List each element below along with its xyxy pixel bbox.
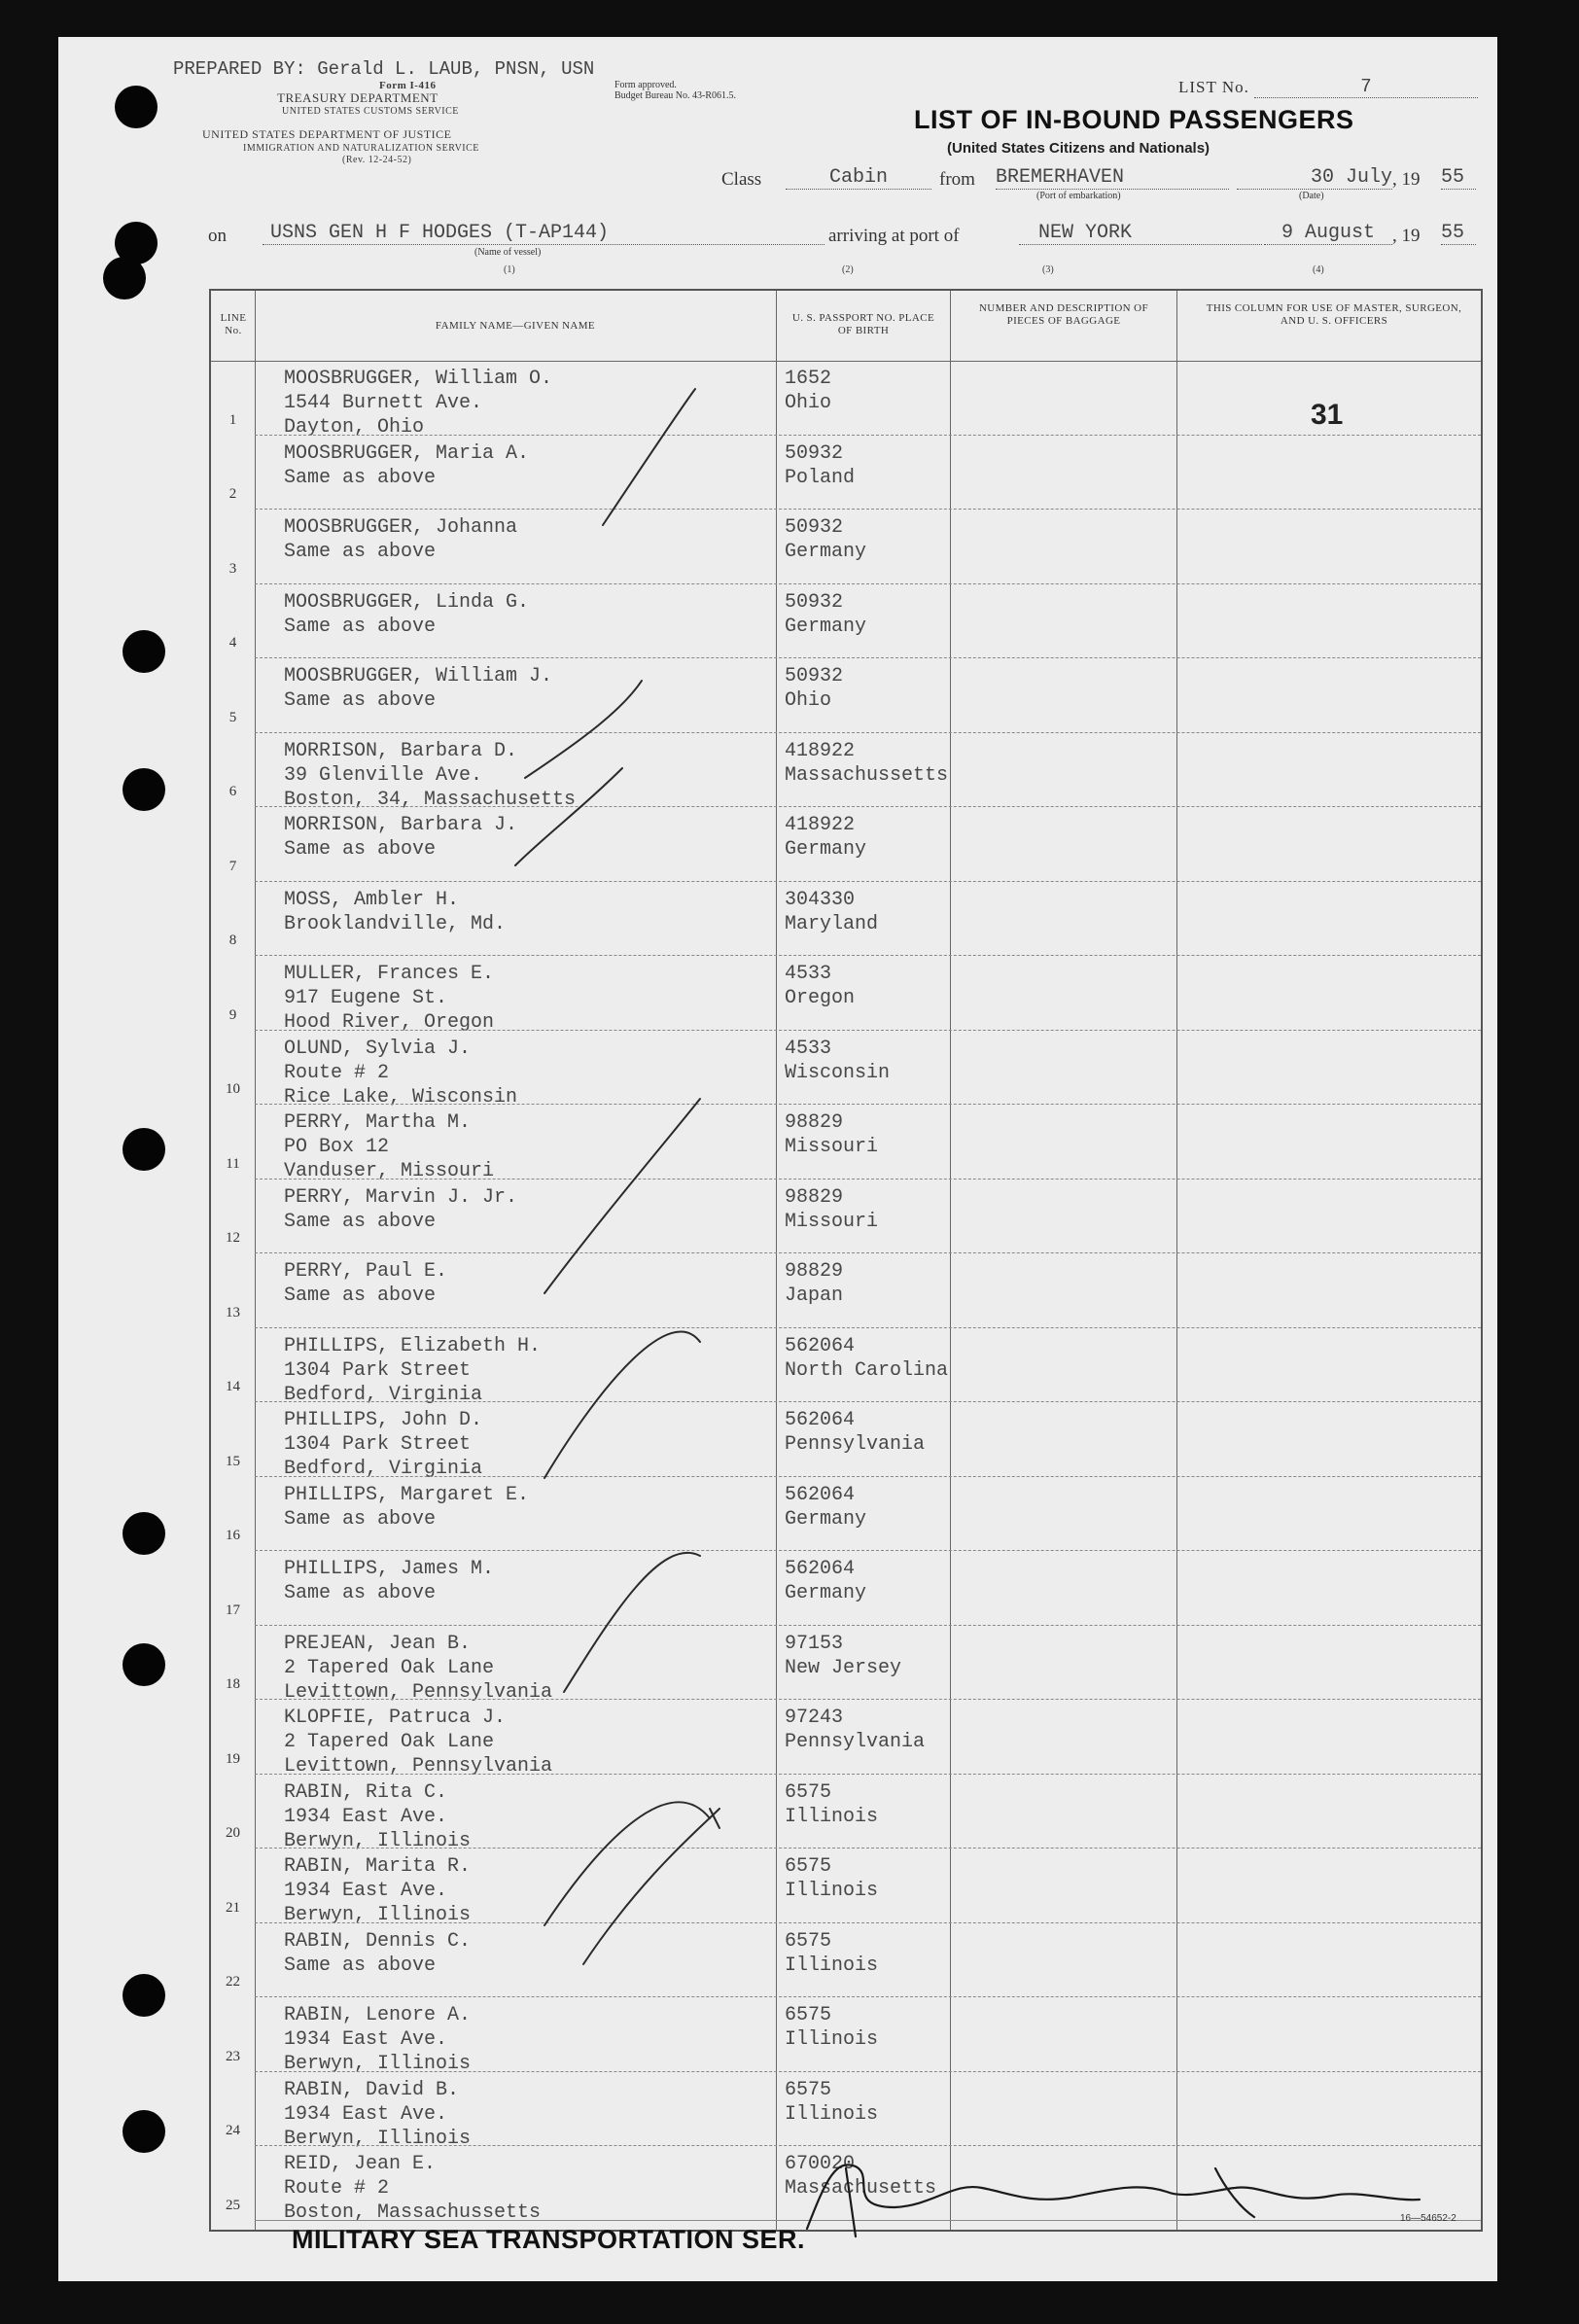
passenger-address-line: Same as above: [284, 1285, 437, 1307]
passport-number: 562064: [785, 1558, 856, 1580]
passport-number: 6575: [785, 1780, 832, 1804]
row-number: 3: [228, 560, 237, 577]
passenger-name: PREJEAN, Jean B.: [284, 1632, 472, 1655]
passenger-address-line: Same as above: [284, 689, 437, 712]
passport-number: 50932: [785, 441, 844, 465]
service-footer: MILITARY SEA TRANSPORTATION SER.: [292, 2225, 806, 2254]
passenger-name: MULLER, Frances E.: [284, 963, 495, 985]
header-name: FAMILY NAME—GIVEN NAME: [435, 320, 596, 332]
arrival-date: 9 August: [1264, 222, 1392, 245]
year-prefix-text: 19: [1401, 169, 1421, 190]
passenger-address-line: Hood River, Oregon: [284, 1011, 495, 1034]
passenger-name: PHILLIPS, James M.: [284, 1558, 495, 1580]
place-of-birth: Germany: [785, 1507, 867, 1531]
place-of-birth: Germany: [785, 838, 867, 861]
place-of-birth: Germany: [785, 615, 867, 638]
passenger-name: PERRY, Marvin J. Jr.: [284, 1185, 518, 1209]
passenger-address-line: Same as above: [284, 541, 437, 563]
port-caption: (Port of embarkation): [1036, 191, 1121, 201]
passenger-name: RABIN, Rita C.: [284, 1780, 448, 1804]
justice-dept: UNITED STATES DEPARTMENT OF JUSTICE: [202, 127, 452, 141]
row-number: 11: [226, 1155, 240, 1172]
place-of-birth: Oregon: [785, 987, 856, 1009]
passenger-name: MOOSBRUGGER, William J.: [284, 665, 553, 687]
passenger-address-line: Brooklandville, Md.: [284, 912, 507, 935]
passenger-address-line: Vanduser, Missouri: [284, 1160, 495, 1182]
passport-number: 562064: [785, 1334, 856, 1357]
row-number: 16: [226, 1528, 240, 1543]
from-label: from: [939, 169, 975, 190]
list-label: LIST No.: [1178, 78, 1249, 96]
place-of-birth: North Carolina: [785, 1358, 949, 1382]
arriving-label: arriving at port of: [828, 226, 960, 246]
row-number: 13: [226, 1304, 240, 1320]
form-approved: Form approved.: [614, 80, 677, 90]
place-of-birth: Illinois: [785, 1805, 879, 1828]
passenger-name: PHILLIPS, Elizabeth H.: [284, 1334, 542, 1357]
header-officers: THIS COLUMN FOR USE OF MASTER, SURGEON, AND U. S. OFFICERS: [1206, 302, 1462, 327]
row-number: 22: [226, 1974, 240, 1989]
passenger-address-line: Boston, 34, Massachusetts: [284, 788, 577, 811]
passport-number: 670020: [785, 2153, 856, 2175]
place-of-birth: Massachussetts: [785, 763, 949, 787]
row-number: 7: [228, 858, 237, 874]
passenger-name: OLUND, Sylvia J.: [284, 1037, 472, 1060]
passenger-name: MOOSBRUGGER, Linda G.: [284, 590, 530, 614]
date-caption: (Date): [1299, 191, 1324, 201]
passenger-name: RABIN, Marita R.: [284, 1855, 472, 1878]
passport-number: 304330: [785, 888, 856, 911]
document-subtitle: (United States Citizens and Nationals): [947, 140, 1211, 157]
document-title: LIST OF IN-BOUND PASSENGERS: [914, 105, 1354, 134]
place-of-birth: Ohio: [785, 392, 832, 414]
class-label: Class: [721, 169, 762, 190]
passenger-name: RABIN, Lenore A.: [284, 2004, 472, 2026]
passenger-address-line: Route # 2: [284, 2177, 390, 2200]
passenger-address-line: 39 Glenville Ave.: [284, 763, 483, 787]
departure-year: 55: [1441, 166, 1476, 190]
treasury-dept: TREASURY DEPARTMENT: [277, 90, 439, 105]
list-number: 7: [1254, 76, 1478, 98]
passenger-address-line: 2 Tapered Oak Lane: [284, 1731, 495, 1753]
passenger-address-line: Levittown, Pennsylvania: [284, 1755, 553, 1778]
place-of-birth: Germany: [785, 541, 867, 563]
passport-number: 97153: [785, 1632, 844, 1655]
passenger-name: MOOSBRUGGER, William O.: [284, 368, 553, 390]
passenger-address-line: Same as above: [284, 1954, 437, 1977]
passport-number: 6575: [785, 1929, 832, 1953]
passenger-address-line: Route # 2: [284, 1061, 390, 1084]
passenger-address-line: 1304 Park Street: [284, 1433, 472, 1456]
passenger-address-line: PO Box 12: [284, 1136, 390, 1158]
row-number: 25: [226, 2197, 240, 2213]
arrival-year: 55: [1441, 222, 1476, 245]
row-number: 24: [226, 2123, 240, 2138]
header-passport: U. S. PASSPORT NO. PLACE OF BIRTH: [791, 312, 935, 336]
passenger-address-line: Same as above: [284, 838, 437, 861]
passport-number: 97243: [785, 1707, 844, 1729]
row-number: 2: [228, 486, 237, 502]
header-line-no: LINE No.: [220, 312, 247, 336]
passenger-name: MORRISON, Barbara D.: [284, 739, 518, 762]
passport-number: 6575: [785, 2004, 832, 2026]
place-of-birth: Japan: [785, 1285, 844, 1307]
place-of-birth: Wisconsin: [785, 1061, 891, 1084]
passenger-address-line: Berwyn, Illinois: [284, 1904, 472, 1926]
place-of-birth: Illinois: [785, 1880, 879, 1902]
port-of-embarkation: BREMERHAVEN: [996, 166, 1229, 190]
passport-number: 98829: [785, 1260, 844, 1283]
class-value: Cabin: [786, 166, 931, 190]
row-number: 21: [226, 1899, 240, 1916]
passenger-name: MOOSBRUGGER, Maria A.: [284, 441, 530, 465]
row-number: 19: [226, 1750, 240, 1767]
passenger-address-line: 1934 East Ave.: [284, 1880, 448, 1902]
row-number: 15: [226, 1453, 240, 1469]
place-of-birth: Germany: [785, 1582, 867, 1604]
passenger-name: KLOPFIE, Patruca J.: [284, 1707, 507, 1729]
passport-number: 50932: [785, 665, 844, 687]
place-of-birth: New Jersey: [785, 1656, 902, 1679]
passport-number: 4533: [785, 1037, 832, 1060]
passport-number: 50932: [785, 516, 844, 539]
place-of-birth: Missouri: [785, 1136, 879, 1158]
place-of-birth: Ohio: [785, 689, 832, 712]
place-of-birth: Maryland: [785, 912, 879, 935]
passenger-name: PERRY, Paul E.: [284, 1260, 448, 1283]
row-number: 12: [226, 1230, 240, 1246]
row-number: 9: [228, 1006, 237, 1023]
officer-annotation: 31: [1311, 399, 1344, 431]
vessel-caption: (Name of vessel): [474, 247, 542, 258]
form-number: Form I-416: [379, 80, 437, 91]
passenger-address-line: Berwyn, Illinois: [284, 2127, 472, 2150]
col-label-2: (2): [842, 264, 854, 275]
row-number: 4: [228, 635, 237, 651]
passport-number: 418922: [785, 814, 856, 836]
customs-service: UNITED STATES CUSTOMS SERVICE: [282, 106, 459, 117]
passenger-address-line: Same as above: [284, 466, 437, 489]
passenger-address-line: Same as above: [284, 1582, 437, 1604]
col-label-3: (3): [1042, 264, 1054, 275]
place-of-birth: Missouri: [785, 1210, 879, 1233]
passport-number: 562064: [785, 1409, 856, 1431]
row-number: 6: [228, 784, 237, 799]
passenger-address-line: Same as above: [284, 615, 437, 638]
row-number: 18: [226, 1676, 240, 1692]
arrival-year-prefix: , 19: [1392, 226, 1421, 246]
row-number: 1: [228, 411, 237, 428]
row-number: 8: [228, 933, 237, 948]
passenger-address-line: Bedford, Virginia: [284, 1458, 483, 1480]
passenger-address-line: Same as above: [284, 1507, 437, 1531]
passenger-address-line: Berwyn, Illinois: [284, 1829, 472, 1852]
passenger-name: PHILLIPS, Margaret E.: [284, 1483, 530, 1506]
passport-number: 6575: [785, 2078, 832, 2101]
passport-number: 1652: [785, 368, 832, 390]
passenger-name: RABIN, Dennis C.: [284, 1929, 472, 1953]
passenger-name: MOOSBRUGGER, Johanna: [284, 516, 518, 539]
row-number: 23: [226, 2048, 240, 2064]
place-of-birth: Illinois: [785, 1954, 879, 1977]
revision: (Rev. 12-24-52): [342, 155, 412, 165]
passport-number: 4533: [785, 963, 832, 985]
passenger-address-line: 2 Tapered Oak Lane: [284, 1656, 495, 1679]
passenger-name: RABIN, David B.: [284, 2078, 460, 2101]
passenger-name: MORRISON, Barbara J.: [284, 814, 518, 836]
passenger-name: REID, Jean E.: [284, 2153, 437, 2175]
passenger-address-line: Boston, Massachussetts: [284, 2201, 542, 2224]
passport-number: 98829: [785, 1185, 844, 1209]
budget-bureau: Budget Bureau No. 43-R061.5.: [614, 90, 736, 101]
passenger-address-line: 1934 East Ave.: [284, 2102, 448, 2126]
arrival-port: NEW YORK: [1019, 222, 1262, 245]
passenger-name: PERRY, Martha M.: [284, 1111, 472, 1134]
header-baggage: NUMBER AND DESCRIPTION OF PIECES OF BAGGAGE: [978, 302, 1149, 327]
passenger-name: MOSS, Ambler H.: [284, 888, 460, 911]
passenger-address-line: 1934 East Ave.: [284, 2028, 448, 2051]
passport-number: 98829: [785, 1111, 844, 1134]
passenger-address-line: Berwyn, Illinois: [284, 2053, 472, 2075]
place-of-birth: Pennsylvania: [785, 1433, 926, 1456]
passenger-address-line: 1934 East Ave.: [284, 1805, 448, 1828]
passport-number: 6575: [785, 1855, 832, 1878]
passenger-address-line: Levittown, Pennsylvania: [284, 1680, 553, 1704]
immigration-service: IMMIGRATION AND NATURALIZATION SERVICE: [243, 143, 479, 154]
row-number: 20: [226, 1825, 240, 1841]
row-number: 10: [226, 1081, 240, 1097]
prepared-by: PREPARED BY: Gerald L. LAUB, PNSN, USN: [173, 58, 595, 80]
form-code: 16—54652-2: [1400, 2213, 1456, 2224]
row-number: 17: [226, 1602, 240, 1618]
departure-date: 30 July: [1237, 166, 1392, 190]
passenger-address-line: 1304 Park Street: [284, 1358, 472, 1382]
passenger-address-line: Rice Lake, Wisconsin: [284, 1085, 518, 1109]
place-of-birth: Poland: [785, 466, 856, 489]
passport-number: 50932: [785, 590, 844, 614]
place-of-birth: Massachusetts: [785, 2177, 937, 2200]
passport-number: 418922: [785, 739, 856, 762]
place-of-birth: Illinois: [785, 2028, 879, 2051]
col-label-1: (1): [504, 264, 515, 275]
year-prefix: , 19: [1392, 169, 1421, 190]
on-label: on: [208, 226, 227, 246]
place-of-birth: Pennsylvania: [785, 1731, 926, 1753]
passenger-address-line: Bedford, Virginia: [284, 1383, 483, 1406]
passenger-address-line: 917 Eugene St.: [284, 987, 448, 1009]
passport-number: 562064: [785, 1483, 856, 1506]
place-of-birth: Illinois: [785, 2102, 879, 2126]
col-label-4: (4): [1313, 264, 1324, 275]
passenger-name: PHILLIPS, John D.: [284, 1409, 483, 1431]
row-number: 5: [228, 709, 237, 725]
row-number: 14: [226, 1379, 240, 1394]
vessel-name: USNS GEN H F HODGES (T-AP144): [263, 222, 825, 245]
passenger-address-line: Same as above: [284, 1210, 437, 1233]
arrival-year-prefix-text: 19: [1401, 226, 1421, 246]
passenger-address-line: Dayton, Ohio: [284, 416, 425, 439]
passenger-address-line: 1544 Burnett Ave.: [284, 392, 483, 414]
